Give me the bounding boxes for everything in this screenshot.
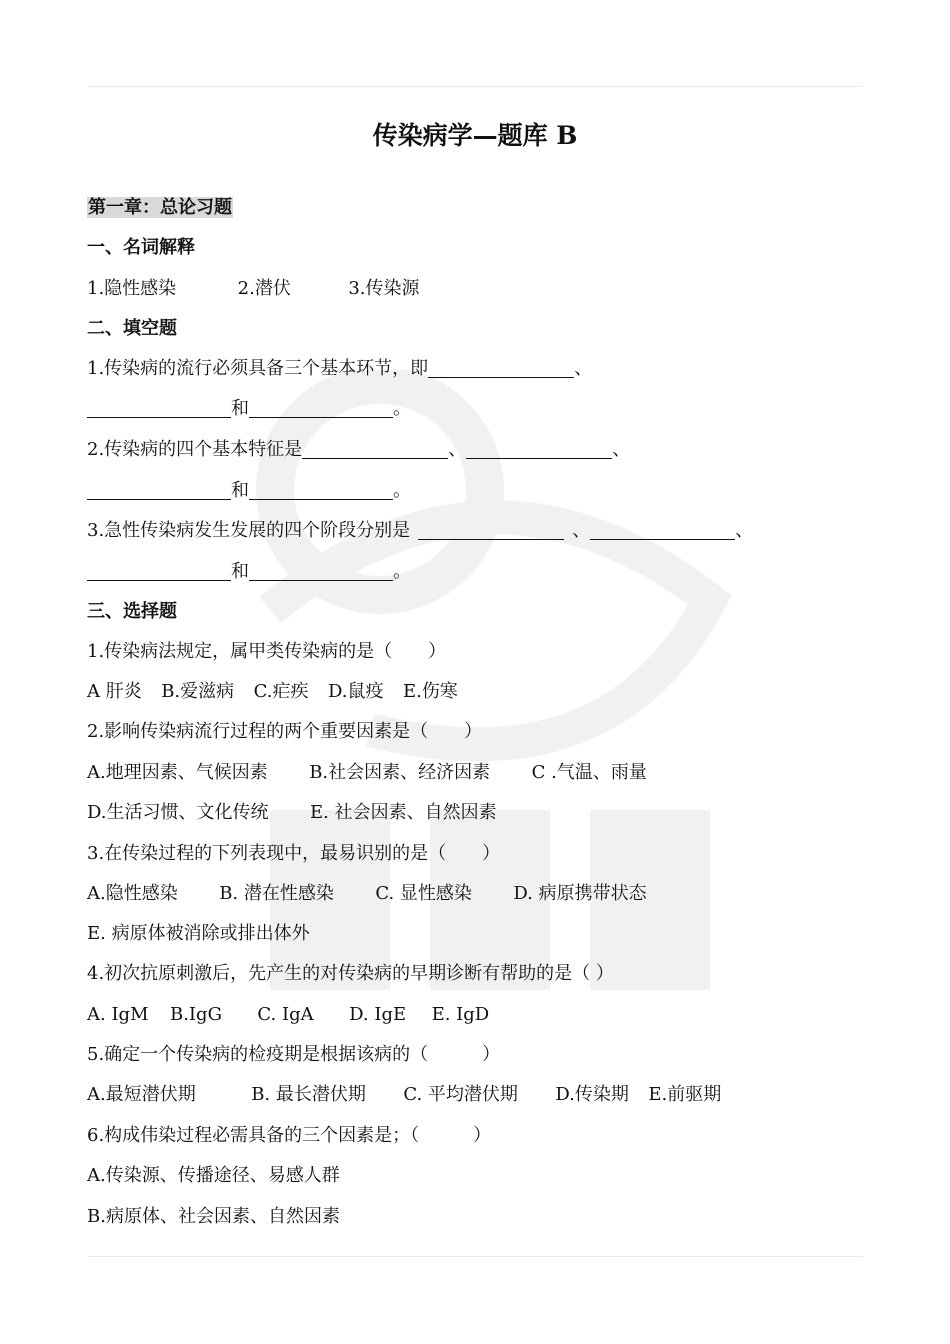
choice-option-6b[interactable]: B.病原体、社会因素、自然因素 — [87, 1206, 340, 1227]
option[interactable]: D.传染期 — [555, 1084, 629, 1105]
separator: 、 — [612, 439, 631, 460]
choice-question-5: 5.确定一个传染病的检疫期是根据该病的（ ） — [87, 1044, 501, 1065]
option[interactable]: A 肝炎 — [87, 681, 142, 702]
answer-blank[interactable] — [87, 399, 231, 418]
option[interactable]: C.疟疾 — [253, 681, 309, 702]
period: 。 — [393, 398, 411, 419]
period: 。 — [393, 480, 411, 501]
answer-blank[interactable] — [249, 562, 393, 581]
term-3: 3.传染源 — [348, 278, 420, 299]
fill-question-2-cont — [87, 478, 411, 504]
answer-blank[interactable] — [418, 521, 564, 540]
option[interactable]: B.社会因素、经济因素 — [309, 762, 491, 783]
conjunction: 和 — [231, 561, 249, 582]
option[interactable]: E.伤寒 — [402, 681, 458, 702]
option[interactable]: A.地理因素、气候因素 — [87, 762, 268, 783]
chapter-heading — [87, 195, 233, 221]
choice-options-3b — [87, 921, 310, 947]
choice-options-5 — [87, 1082, 721, 1108]
choice-option-6a[interactable]: A.传染源、传播途径、易感人群 — [87, 1165, 340, 1186]
page-title: 传染病学—题库 B — [372, 121, 578, 150]
section-heading-terms: 一、名词解释 — [87, 237, 195, 258]
answer-blank[interactable] — [466, 440, 612, 459]
fill-q2-text: 2.传染病的四个基本特征是 — [87, 439, 303, 460]
section-heading-fill: 二、填空题 — [87, 318, 177, 339]
choice-options-3a — [87, 881, 647, 907]
choice-question-3: 3.在传染过程的下列表现中，最易识别的是（ ） — [87, 843, 501, 864]
fill-q1-text: 1.传染病的流行必须具备三个基本环节，即 — [87, 358, 429, 379]
fill-question-3-cont — [87, 559, 411, 585]
choice-options-2a — [87, 760, 647, 786]
choice-question-6: 6.构成伟染过程必需具备的三个因素是；（ ） — [87, 1125, 492, 1146]
option[interactable]: B. 潜在性感染 — [219, 883, 334, 904]
option[interactable]: A.最短潜伏期 — [87, 1084, 196, 1105]
answer-blank[interactable] — [87, 562, 231, 581]
choice-options-2b — [87, 800, 497, 826]
option[interactable]: C. 显性感染 — [375, 883, 472, 904]
separator: 、 — [448, 439, 467, 460]
option[interactable]: E. 社会因素、自然因素 — [309, 802, 497, 823]
option[interactable]: B.爱滋病 — [161, 681, 235, 702]
choice-question-1: 1.传染病法规定，属甲类传染病的是（ ） — [87, 641, 447, 662]
option[interactable]: B. 最长潜伏期 — [251, 1084, 366, 1105]
choice-options-1 — [87, 679, 458, 705]
option[interactable]: D. IgE — [349, 1004, 407, 1025]
option[interactable]: E. IgD — [431, 1004, 490, 1025]
answer-blank[interactable] — [428, 359, 574, 378]
answer-blank[interactable] — [249, 399, 393, 418]
option[interactable]: B.IgG — [169, 1004, 222, 1025]
option[interactable]: C .气温、雨量 — [531, 762, 647, 783]
option[interactable]: E.前驱期 — [648, 1084, 722, 1105]
option[interactable]: A. IgM — [87, 1004, 149, 1025]
option[interactable]: D.鼠疫 — [327, 681, 384, 702]
conjunction: 和 — [231, 398, 249, 419]
option[interactable]: D. 病原携带状态 — [513, 883, 647, 904]
fill-q3-text: 3.急性传染病发生发展的四个阶段分别是 — [87, 520, 411, 541]
fill-question-3 — [87, 518, 753, 544]
fill-question-1 — [87, 356, 592, 382]
top-rule — [88, 86, 863, 87]
period: 。 — [393, 561, 411, 582]
term-1: 1.隐性感染 — [87, 278, 177, 299]
choice-question-2: 2.影响传染病流行过程的两个重要因素是（ ） — [87, 721, 483, 742]
option[interactable]: C. 平均潜伏期 — [403, 1084, 518, 1105]
separator: 、 — [574, 358, 593, 379]
choice-options-4 — [87, 1002, 489, 1028]
bottom-rule — [88, 1256, 863, 1257]
answer-blank[interactable] — [249, 481, 393, 500]
term-2: 2.潜伏 — [237, 278, 291, 299]
option[interactable]: E. 病原体被消除或排出体外 — [87, 923, 310, 944]
answer-blank[interactable] — [590, 521, 735, 540]
separator: 、 — [572, 520, 591, 541]
option[interactable]: D.生活习惯、文化传统 — [87, 802, 269, 823]
answer-blank[interactable] — [87, 481, 231, 500]
section-heading-choice: 三、选择题 — [87, 601, 177, 622]
fill-question-2 — [87, 437, 630, 463]
answer-blank[interactable] — [302, 440, 448, 459]
separator: 、 — [735, 520, 754, 541]
chapter-label: 第一章：总论习题 — [88, 197, 232, 218]
option[interactable]: C. IgA — [257, 1004, 314, 1025]
option[interactable]: A.隐性感染 — [87, 883, 178, 904]
terms-line — [87, 276, 420, 302]
fill-question-1-cont — [87, 396, 411, 422]
conjunction: 和 — [231, 480, 249, 501]
choice-question-4: 4.初次抗原刺激后，先产生的对传染病的早期诊断有帮助的是（ ） — [87, 963, 614, 984]
